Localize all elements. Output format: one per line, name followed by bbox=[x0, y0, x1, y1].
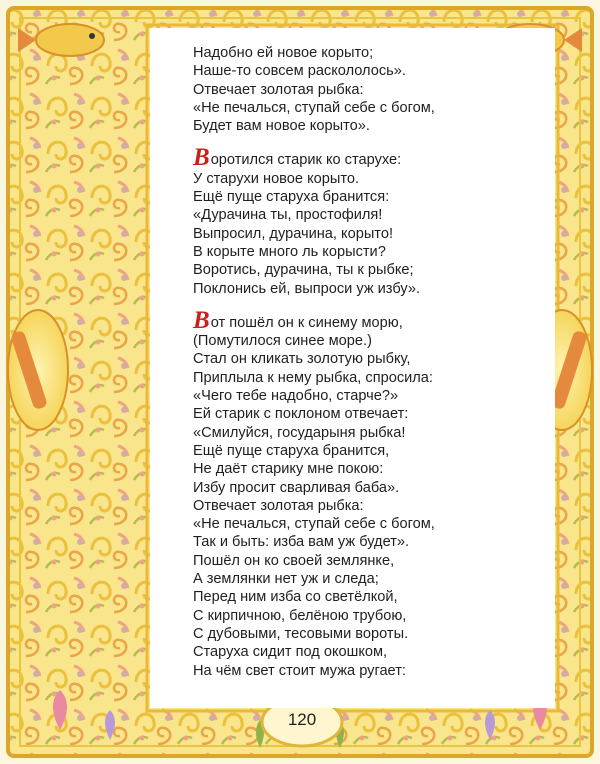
verse-line: Отвечает золотая рыбка: bbox=[193, 497, 364, 514]
verse-line: Так и быть: изба вам уж будет». bbox=[193, 534, 410, 551]
verse-line: «Не печалься, ступай себе с богом, bbox=[193, 516, 435, 533]
verse-line: С дубовыми, тесовыми вороты. bbox=[193, 625, 409, 642]
verse-line: Избу просит сварливая баба». bbox=[193, 479, 400, 496]
verse-line: Перед ним изба со светёлкой, bbox=[193, 589, 398, 606]
verse-line: «Смилуйся, государыня рыбка! bbox=[193, 424, 406, 441]
stanza-1 bbox=[193, 44, 533, 135]
verse-line: Выпросил, дурачина, корыто! bbox=[193, 225, 393, 242]
verse-line: Стал он кликать золотую рыбку, bbox=[193, 351, 411, 368]
drop-cap: В bbox=[193, 144, 210, 172]
verse-line: Ещё пуще старуха бранится: bbox=[193, 189, 390, 206]
verse-line: Отвечает золотая рыбка: bbox=[193, 81, 364, 98]
verse-line: «Дурачина ты, простофиля! bbox=[193, 207, 383, 224]
verse-line: А землянки нет уж и следа; bbox=[193, 571, 379, 588]
verse-line: У старухи новое корыто. bbox=[193, 170, 360, 187]
verse-line: «Чего тебе надобно, старче?» bbox=[193, 388, 399, 405]
verse-line: Пошёл он ко своей землянке, bbox=[193, 552, 395, 569]
stanza-2 bbox=[193, 144, 533, 297]
verse-line: Надобно ей новое корыто; bbox=[193, 45, 374, 61]
poem-text bbox=[193, 44, 533, 680]
verse-line: Поклонись ей, выпроси уж избу». bbox=[193, 280, 421, 297]
verse-line: Приплыла к нему рыбка, спросила: bbox=[193, 369, 433, 386]
drop-cap: В bbox=[193, 306, 210, 334]
verse-line: (Помутилося синее море.) bbox=[193, 333, 372, 350]
verse-line: Старуха сидит под окошком, bbox=[193, 644, 388, 661]
verse-line: С кирпичною, белёною трубою, bbox=[193, 607, 407, 624]
verse-line: Не даёт старику мне покою: bbox=[193, 461, 384, 478]
verse-line-rest: от пошёл он к синему морю, bbox=[210, 314, 403, 331]
page-number: 120 bbox=[287, 710, 317, 729]
verse-line-rest: оротился старик ко старухе: bbox=[210, 152, 402, 169]
verse-line: Наше-то совсем раскололось». bbox=[193, 63, 406, 80]
verse-line: «Не печалься, ступай себе с богом, bbox=[193, 99, 435, 116]
stanza-3 bbox=[193, 306, 533, 680]
verse-line: На чём свет стоит мужа ругает: bbox=[193, 662, 406, 679]
verse-line-with-dropcap bbox=[193, 144, 533, 172]
verse-line: Воротись, дурачина, ты к рыбке; bbox=[193, 262, 414, 279]
verse-line: Ещё пуще старуха бранится, bbox=[193, 442, 390, 459]
verse-line: Ей старик с поклоном отвечает: bbox=[193, 406, 409, 423]
verse-line: Будет вам новое корыто». bbox=[193, 118, 370, 135]
verse-line-with-dropcap bbox=[193, 306, 533, 334]
verse-line: В корыте много ль корысти? bbox=[193, 243, 386, 260]
